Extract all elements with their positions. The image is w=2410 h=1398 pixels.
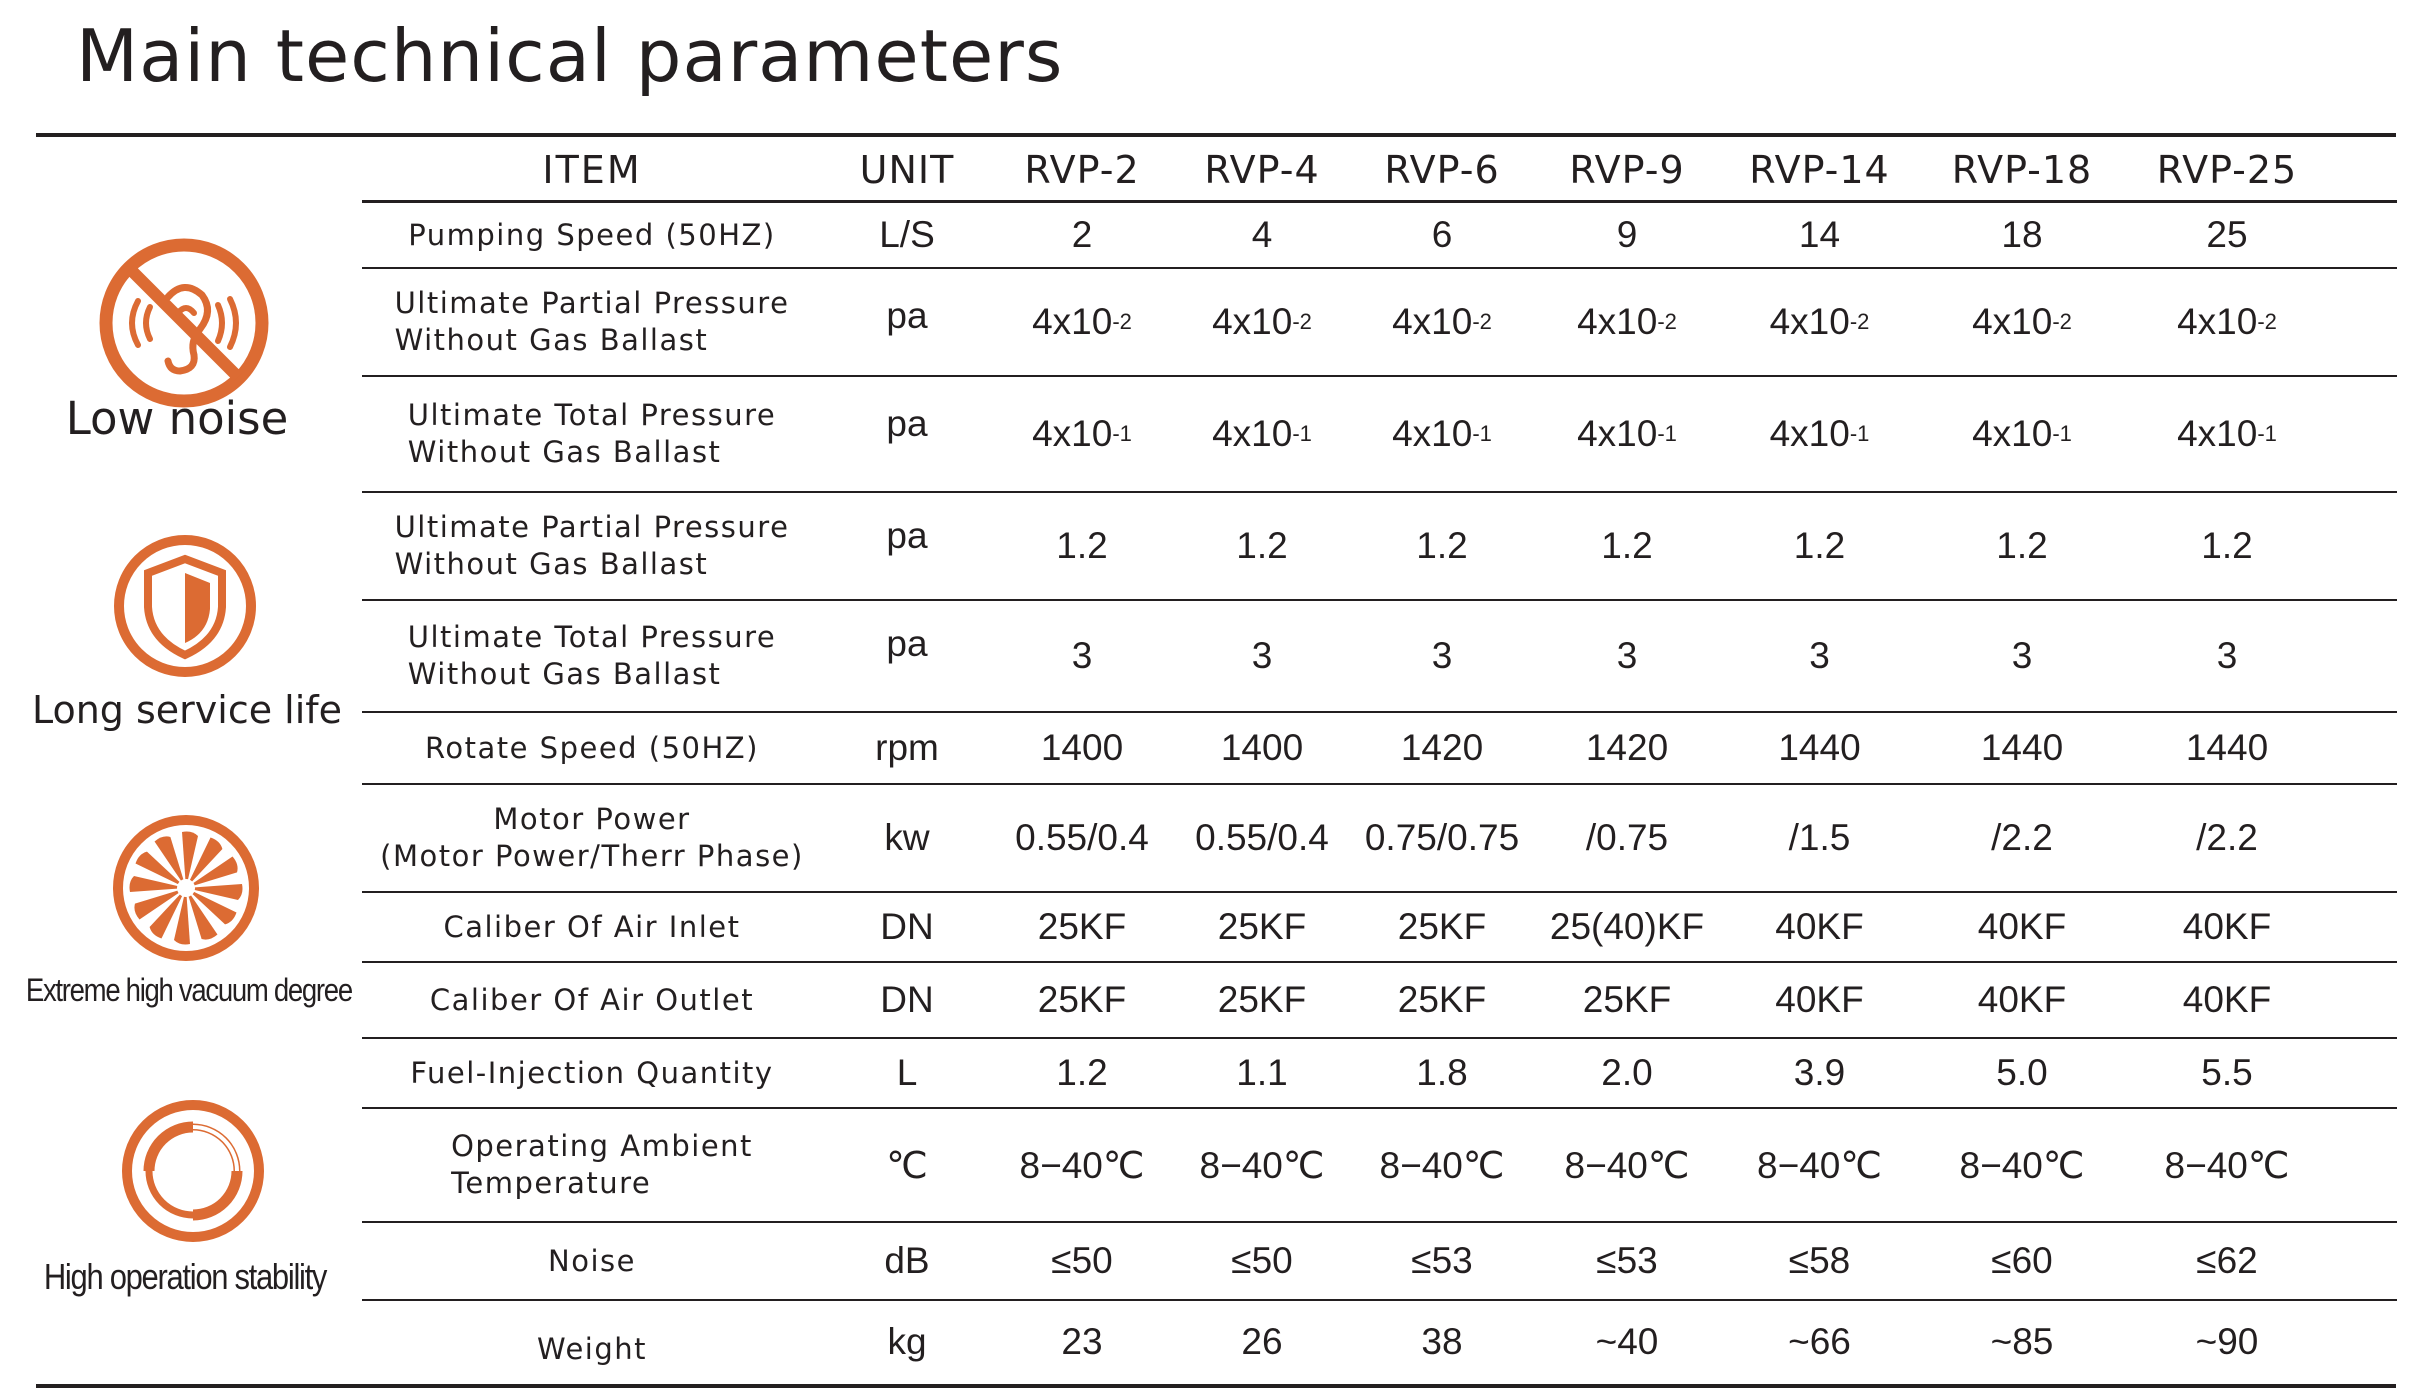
item-line: Fuel-Injection Quantity bbox=[410, 1055, 774, 1090]
row-value: ≤60 bbox=[1991, 1240, 2053, 1281]
item-line: Ultimate Total Pressure bbox=[407, 620, 777, 654]
row-unit: ℃ bbox=[886, 1144, 928, 1186]
row-unit: DN bbox=[880, 979, 934, 1020]
row-value: 3 bbox=[2011, 635, 2033, 676]
row-value: 1.8 bbox=[1416, 1052, 1468, 1093]
row-value: ≤62 bbox=[2196, 1240, 2258, 1281]
row-value: 9 bbox=[1616, 214, 1638, 255]
row-unit: pa bbox=[886, 403, 928, 444]
value-base: 4x10 bbox=[1212, 413, 1293, 454]
row-value: 6 bbox=[1431, 214, 1453, 255]
value-base: 4x10 bbox=[1577, 413, 1658, 454]
row-value: 3 bbox=[1616, 635, 1638, 676]
row-value: 1420 bbox=[1585, 727, 1669, 768]
row-value: 40KF bbox=[2182, 906, 2272, 947]
value-base: 4x10 bbox=[1577, 301, 1658, 342]
row-value: 4x10 -2 bbox=[1769, 301, 1870, 342]
row-value: 25KF bbox=[1582, 979, 1672, 1020]
row-value: ≤50 bbox=[1051, 1240, 1113, 1281]
item-line: Operating Ambient bbox=[451, 1129, 753, 1163]
row-unit: rpm bbox=[875, 727, 939, 768]
row-value: 25KF bbox=[1217, 906, 1307, 947]
row-unit: pa bbox=[886, 623, 928, 664]
header-model: RVP-2 bbox=[1024, 148, 1140, 192]
page-title: Main technical parameters bbox=[76, 14, 1064, 98]
row-value: 0.55/0.4 bbox=[1195, 817, 1329, 858]
header-model: RVP-6 bbox=[1384, 148, 1500, 192]
row-item-label bbox=[362, 963, 822, 1037]
row-value: 1.2 bbox=[1236, 525, 1288, 566]
value-base: 4x10 bbox=[1032, 413, 1113, 454]
row-item-label bbox=[362, 493, 822, 599]
row-value: 4x10 -1 bbox=[1769, 413, 1870, 454]
table-row bbox=[362, 377, 2397, 493]
header-item: ITEM bbox=[542, 147, 642, 192]
row-value: 4x10 -2 bbox=[2177, 301, 2277, 342]
row-value: ≤53 bbox=[1596, 1240, 1658, 1281]
item-line: Ultimate Partial Pressure bbox=[394, 510, 790, 544]
feature-label-long-service-life: Long service life bbox=[31, 688, 343, 732]
row-item-label bbox=[362, 1039, 822, 1107]
table-row bbox=[362, 1223, 2397, 1301]
table-row bbox=[362, 269, 2397, 377]
row-value: /0.75 bbox=[1585, 817, 1669, 858]
row-value: 8−40℃ bbox=[1564, 1144, 1690, 1186]
top-divider bbox=[36, 133, 2396, 137]
row-value: 4x10 -1 bbox=[1577, 413, 1677, 454]
row-item-label bbox=[362, 1301, 822, 1383]
row-value: 25(40)KF bbox=[1549, 906, 1705, 947]
row-value: 1.2 bbox=[1996, 525, 2048, 566]
value-base: 4x10 bbox=[1769, 413, 1850, 454]
table-row bbox=[362, 1109, 2397, 1223]
row-item-label bbox=[362, 377, 822, 491]
row-value: 4x10 -2 bbox=[1972, 301, 2072, 342]
row-value: 40KF bbox=[1977, 906, 2067, 947]
row-unit: DN bbox=[880, 906, 934, 947]
row-item-label bbox=[362, 713, 822, 783]
row-value: 25KF bbox=[1397, 979, 1487, 1020]
row-value: ~90 bbox=[2195, 1321, 2259, 1362]
row-item-label bbox=[362, 893, 822, 961]
row-value: 5.0 bbox=[1996, 1052, 2048, 1093]
row-item-label bbox=[362, 1223, 822, 1299]
row-value: 3 bbox=[1071, 635, 1093, 676]
item-line: Ultimate Partial Pressure bbox=[394, 286, 790, 320]
item-line: (Motor Power/Therr Phase) bbox=[380, 839, 804, 873]
feature-label-low-noise: Low noise bbox=[65, 392, 289, 445]
row-value: 4x10 -1 bbox=[1212, 413, 1312, 454]
row-value: 4x10 -1 bbox=[2177, 413, 2277, 454]
table-row bbox=[362, 963, 2397, 1039]
features-sidebar bbox=[0, 140, 360, 1380]
row-value: 4 bbox=[1251, 214, 1273, 255]
row-value: 40KF bbox=[1977, 979, 2067, 1020]
row-value: 40KF bbox=[1775, 979, 1864, 1020]
item-line: Without Gas Ballast bbox=[407, 657, 722, 691]
row-unit: kg bbox=[887, 1321, 927, 1362]
row-value: ~66 bbox=[1788, 1321, 1851, 1362]
row-value: 26 bbox=[1241, 1321, 1283, 1362]
row-value: ~85 bbox=[1990, 1321, 2054, 1362]
row-value: 1.2 bbox=[1056, 525, 1108, 566]
table-row bbox=[362, 1039, 2397, 1109]
row-unit: L bbox=[896, 1052, 918, 1093]
row-value: 1440 bbox=[1980, 727, 2064, 768]
row-value: 0.75/0.75 bbox=[1364, 817, 1520, 858]
row-value: 0.55/0.4 bbox=[1015, 817, 1149, 858]
item-line: Without Gas Ballast bbox=[394, 547, 709, 581]
row-value: 1400 bbox=[1220, 727, 1304, 768]
row-value: 8−40℃ bbox=[1757, 1144, 1882, 1186]
row-value: 1400 bbox=[1040, 727, 1124, 768]
row-value: 4x10 -2 bbox=[1392, 301, 1492, 342]
row-value: 1.2 bbox=[1056, 1052, 1108, 1093]
header-unit: UNIT bbox=[859, 148, 955, 192]
feature-label-high-stability: High operation stability bbox=[43, 1256, 327, 1297]
bottom-divider bbox=[36, 1384, 2396, 1388]
stability-circle-icon bbox=[120, 1098, 266, 1244]
value-base: 4x10 bbox=[2177, 301, 2258, 342]
row-value: 8−40℃ bbox=[2164, 1144, 2290, 1186]
row-value: 23 bbox=[1061, 1321, 1103, 1362]
row-value: 1440 bbox=[1778, 727, 1861, 768]
row-unit: dB bbox=[884, 1240, 930, 1281]
no-noise-icon bbox=[98, 237, 270, 409]
row-value: 14 bbox=[1798, 214, 1841, 255]
item-line: Caliber Of Air Outlet bbox=[429, 982, 755, 1017]
row-value: 3 bbox=[1809, 635, 1830, 676]
value-base: 4x10 bbox=[1032, 301, 1113, 342]
value-base: 4x10 bbox=[1392, 301, 1473, 342]
row-value: 4x10 -2 bbox=[1212, 301, 1312, 342]
row-value: /2.2 bbox=[1991, 817, 2053, 858]
table-row bbox=[362, 785, 2397, 893]
row-value: /2.2 bbox=[2196, 817, 2258, 858]
table-header-row bbox=[362, 140, 2397, 203]
value-base: 4x10 bbox=[1212, 301, 1293, 342]
row-value: 4x10 -2 bbox=[1032, 301, 1132, 342]
row-value: 1.2 bbox=[1793, 525, 1846, 566]
row-item-label bbox=[362, 785, 822, 891]
row-value: 1420 bbox=[1400, 727, 1484, 768]
item-line: Without Gas Ballast bbox=[407, 435, 722, 469]
item-line: Temperature bbox=[451, 1166, 652, 1200]
row-value: 25 bbox=[2206, 214, 2248, 255]
value-base: 4x10 bbox=[1769, 301, 1850, 342]
row-value: 8−40℃ bbox=[1379, 1144, 1505, 1186]
row-unit: pa bbox=[886, 515, 928, 556]
header-model: RVP-14 bbox=[1749, 148, 1890, 192]
row-value: 1440 bbox=[2185, 727, 2269, 768]
header-model: RVP-18 bbox=[1951, 148, 2093, 192]
row-item-label bbox=[362, 203, 822, 267]
value-base: 4x10 bbox=[1972, 413, 2053, 454]
row-value: 3.9 bbox=[1793, 1052, 1846, 1093]
row-value: 40KF bbox=[1775, 906, 1864, 947]
row-value: 4x10 -1 bbox=[1032, 413, 1132, 454]
value-base: 4x10 bbox=[2177, 413, 2258, 454]
row-item-label bbox=[362, 1109, 822, 1221]
row-value: 8−40℃ bbox=[1019, 1144, 1145, 1186]
row-value: 8−40℃ bbox=[1199, 1144, 1325, 1186]
row-value: 5.5 bbox=[2201, 1052, 2253, 1093]
table-row bbox=[362, 893, 2397, 963]
row-value: 3 bbox=[1251, 635, 1273, 676]
header-model: RVP-4 bbox=[1204, 148, 1320, 192]
row-value: 3 bbox=[2216, 635, 2238, 676]
row-unit: kw bbox=[884, 817, 930, 858]
table-row bbox=[362, 713, 2397, 785]
row-value: ≤53 bbox=[1411, 1240, 1473, 1281]
row-value: 38 bbox=[1421, 1321, 1463, 1362]
row-value: /1.5 bbox=[1788, 817, 1851, 858]
item-line: Motor Power bbox=[493, 802, 691, 836]
row-value: 3 bbox=[1431, 635, 1453, 676]
row-value: ~40 bbox=[1595, 1321, 1659, 1362]
row-value: 40KF bbox=[2182, 979, 2272, 1020]
shield-icon bbox=[112, 533, 258, 679]
row-value: 1.2 bbox=[1601, 525, 1653, 566]
row-unit: pa bbox=[886, 295, 928, 336]
row-value: 4x10 -1 bbox=[1392, 413, 1492, 454]
table-row bbox=[362, 493, 2397, 601]
row-value: 1.1 bbox=[1236, 1052, 1288, 1093]
row-value: 4x10 -1 bbox=[1972, 413, 2072, 454]
value-base: 4x10 bbox=[1392, 413, 1473, 454]
item-line: Weight bbox=[536, 1331, 648, 1366]
item-line: Without Gas Ballast bbox=[394, 323, 709, 357]
row-item-label bbox=[362, 269, 822, 375]
table-row bbox=[362, 601, 2397, 713]
item-line: Ultimate Total Pressure bbox=[407, 398, 777, 432]
row-value: 25KF bbox=[1037, 979, 1127, 1020]
row-value: ≤50 bbox=[1231, 1240, 1293, 1281]
header-model: RVP-9 bbox=[1569, 148, 1685, 192]
value-base: 4x10 bbox=[1972, 301, 2053, 342]
item-line: Rotate Speed (50HZ) bbox=[425, 730, 759, 765]
fan-blade-icon bbox=[112, 814, 260, 962]
row-item-label bbox=[362, 601, 822, 711]
header-model: RVP-25 bbox=[2156, 148, 2298, 192]
row-value: 25KF bbox=[1397, 906, 1487, 947]
feature-label-extreme-vacuum: Extreme high vacuum degree bbox=[25, 972, 352, 1008]
row-value: 2 bbox=[1071, 214, 1093, 255]
row-value: 1.2 bbox=[1416, 525, 1468, 566]
table-row bbox=[362, 1301, 2397, 1383]
item-line: Pumping Speed (50HZ) bbox=[408, 217, 776, 252]
row-value: 25KF bbox=[1037, 906, 1127, 947]
row-unit: L/S bbox=[879, 214, 935, 255]
table-row bbox=[362, 203, 2397, 269]
row-value: ≤58 bbox=[1788, 1240, 1851, 1281]
row-value: 2.0 bbox=[1601, 1052, 1653, 1093]
item-line: Noise bbox=[548, 1243, 636, 1278]
row-value: 8−40℃ bbox=[1959, 1144, 2085, 1186]
row-value: 4x10 -2 bbox=[1577, 301, 1677, 342]
row-value: 25KF bbox=[1217, 979, 1307, 1020]
item-line: Caliber Of Air Inlet bbox=[443, 909, 741, 944]
row-value: 1.2 bbox=[2201, 525, 2253, 566]
row-value: 18 bbox=[2001, 214, 2043, 255]
